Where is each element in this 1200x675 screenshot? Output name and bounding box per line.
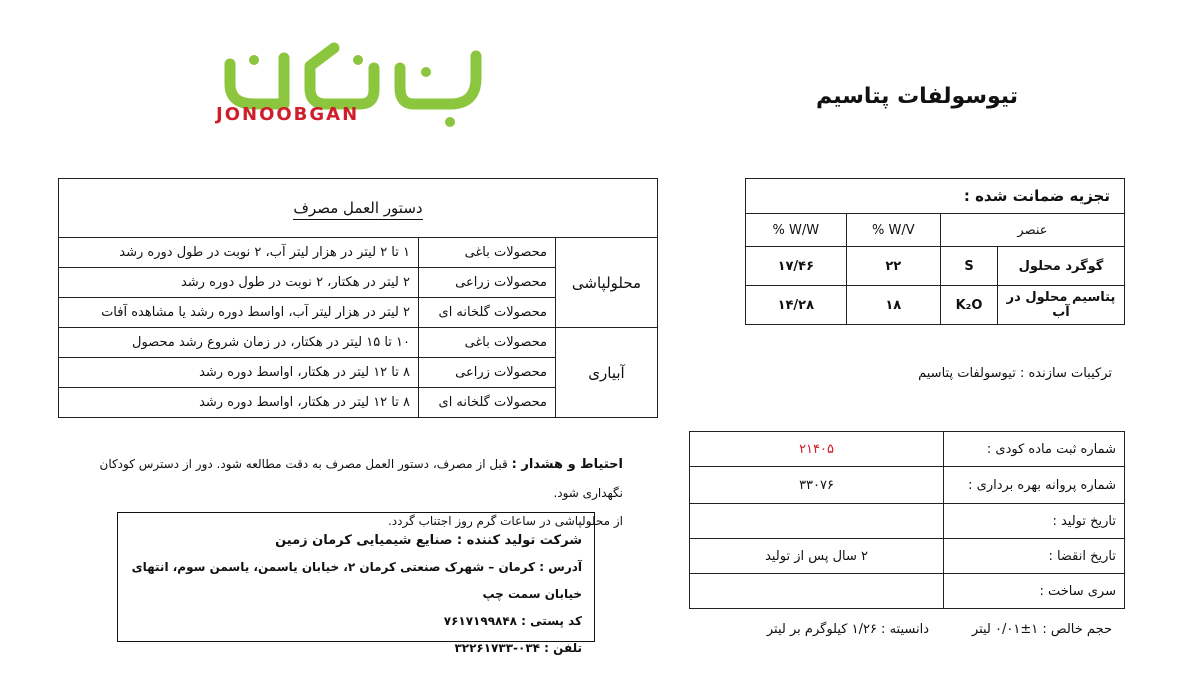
ingredients-text: ترکیبات سازنده : تیوسولفات پتاسیم xyxy=(918,366,1112,381)
dose-cell: ۲ لیتر در هزار لیتر آب، اواسط دوره رشد یا مشاهده آفات xyxy=(59,298,419,328)
method-irrigation: آبیاری xyxy=(556,328,658,418)
element-wv: ۲۲ xyxy=(846,247,940,286)
license-value: ۳۳۰۷۶ xyxy=(690,467,944,504)
crop-cell: محصولات باغی xyxy=(419,238,556,268)
production-date-value xyxy=(690,504,944,539)
series-label: سری ساخت : xyxy=(944,574,1125,609)
element-name: گوگرد محلول xyxy=(998,247,1125,286)
logo-latin-text: JONOOBGAN xyxy=(216,104,360,125)
table-row xyxy=(59,238,658,268)
crop-cell: محصولات گلخانه ای xyxy=(419,388,556,418)
caution-line-1: قبل از مصرف، دستور العمل مصرف به دقت مطالعه شود. دور از دسترس کودکان نگهداری شود. xyxy=(99,457,623,500)
instructions-title: دستور العمل مصرف xyxy=(293,199,422,220)
element-wv: ۱۸ xyxy=(846,286,940,325)
table-row xyxy=(59,328,658,358)
table-row xyxy=(690,539,1125,574)
producer-address: آدرس : کرمان – شهرک صنعتی کرمان ۲، خیابان یاسمن، یاسمن سوم، انتهای خیابان سمت چپ xyxy=(131,560,582,601)
dose-cell: ۲ لیتر در هکتار، ۲ نوبت در طول دوره رشد xyxy=(59,268,419,298)
producer-company: شرکت تولید کننده : صنایع شیمیایی کرمان زمین xyxy=(275,533,582,548)
table-row xyxy=(690,574,1125,609)
header-wv: % W/V xyxy=(846,214,940,247)
analysis-row xyxy=(746,286,1125,325)
crop-cell: محصولات باغی xyxy=(419,328,556,358)
producer-box xyxy=(117,512,595,655)
caution-line-2: از محلولپاشی در ساعات گرم روز اجتناب گردد. xyxy=(387,514,623,528)
net-volume: حجم خالص : ۱±۰/۰۱ لیتر xyxy=(971,622,1112,637)
analysis-row xyxy=(746,247,1125,286)
analysis-title: تجزیه ضمانت شده : xyxy=(746,179,1125,214)
element-ww: ۱۴/۲۸ xyxy=(746,286,847,325)
license-label: شماره پروانه بهره برداری : xyxy=(944,467,1125,504)
producer-postal-code: کد پستی : ۷۶۱۷۱۹۹۸۴۸ xyxy=(443,614,582,628)
reg-number-label: شماره ثبت ماده کودی : xyxy=(944,432,1125,467)
guaranteed-analysis-table xyxy=(745,178,1125,325)
element-symbol: K₂O xyxy=(941,286,998,325)
element-symbol: S xyxy=(941,247,998,286)
usage-instructions-table xyxy=(58,178,658,418)
expiry-label: تاریخ انقضا : xyxy=(944,539,1125,574)
method-foliar: محلولپاشی xyxy=(556,238,658,328)
table-row xyxy=(690,467,1125,504)
registration-table xyxy=(689,431,1125,609)
density: دانسیته : ۱/۲۶ کیلوگرم بر لیتر xyxy=(766,622,929,637)
producer-phone: تلفن : ۰۳۴-۳۲۲۶۱۷۳۳ xyxy=(454,641,582,655)
dose-cell: ۱ تا ۲ لیتر در هزار لیتر آب، ۲ نوبت در طول دوره رشد xyxy=(59,238,419,268)
element-ww: ۱۷/۴۶ xyxy=(746,247,847,286)
production-date-label: تاریخ تولید : xyxy=(944,504,1125,539)
reg-number-value: ۲۱۴۰۵ xyxy=(690,432,944,467)
product-title: تیوسولفات پتاسیم xyxy=(816,84,1018,109)
crop-cell: محصولات زراعی xyxy=(419,268,556,298)
instructions-title-cell xyxy=(59,179,658,238)
crop-cell: محصولات زراعی xyxy=(419,358,556,388)
series-value xyxy=(690,574,944,609)
dose-cell: ۸ تا ۱۲ لیتر در هکتار، اواسط دوره رشد xyxy=(59,388,419,418)
element-name: پتاسیم محلول در آب xyxy=(998,286,1125,325)
crop-cell: محصولات گلخانه ای xyxy=(419,298,556,328)
dose-cell: ۱۰ تا ۱۵ لیتر در هکتار، در زمان شروع رشد محصول xyxy=(59,328,419,358)
header-element: عنصر xyxy=(941,214,1125,247)
caution-label: احتیاط و هشدار : xyxy=(511,457,623,472)
header-ww: % W/W xyxy=(746,214,847,247)
table-row xyxy=(690,432,1125,467)
dose-cell: ۸ تا ۱۲ لیتر در هکتار، اواسط دوره رشد xyxy=(59,358,419,388)
table-row xyxy=(690,504,1125,539)
expiry-value: ۲ سال پس از تولید xyxy=(690,539,944,574)
